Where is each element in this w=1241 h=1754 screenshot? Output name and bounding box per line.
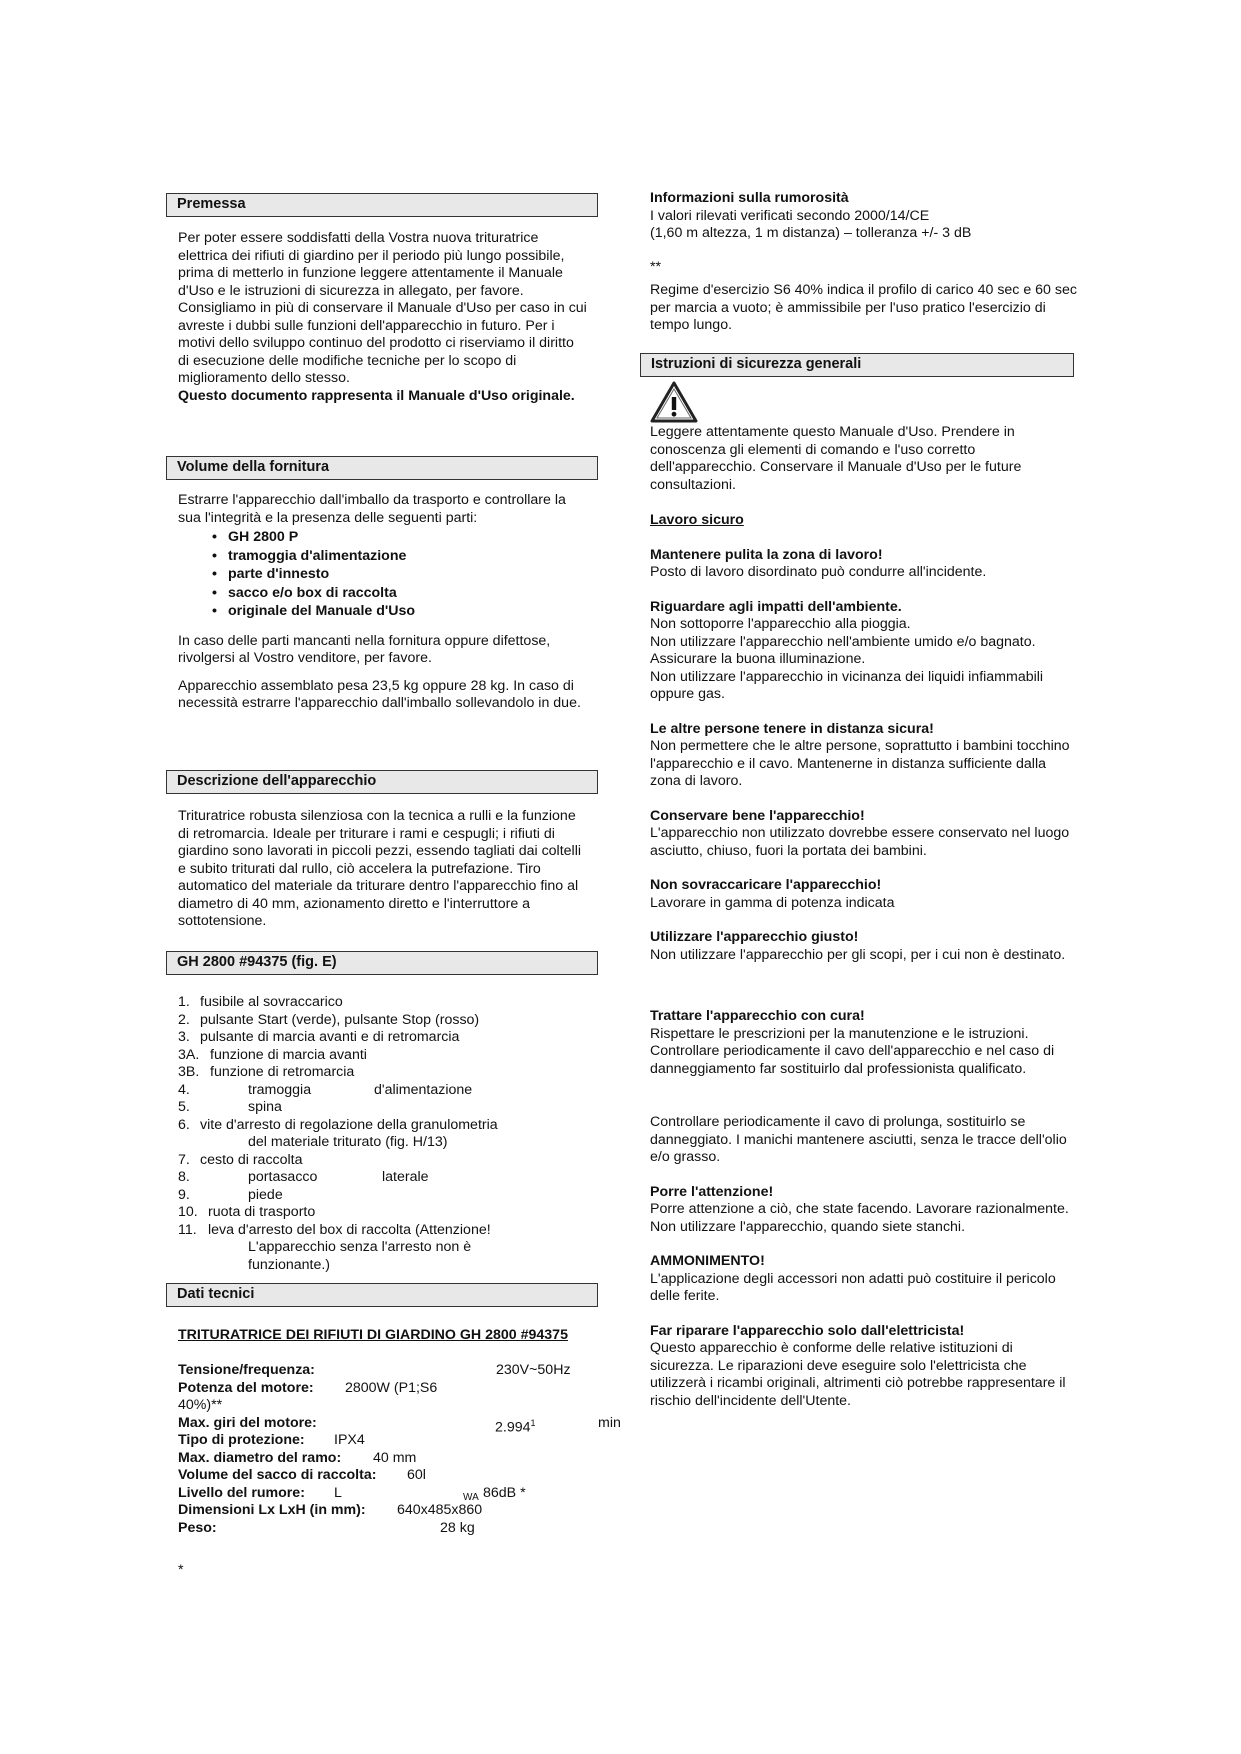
volume-intro: Estrarre l'apparecchio dall'imballo da trasporto e controllare la sua l'integrità e la presenza delle seguenti parti:: [178, 492, 566, 526]
spec-label: Potenza del motore:: [178, 1379, 314, 1396]
item-text: funzione di retromarcia: [210, 1064, 355, 1080]
component-list: [178, 994, 598, 1274]
section-header-istruzioni: [640, 353, 1074, 377]
item-number: 11.: [178, 1221, 197, 1238]
safety-text: Posto di lavoro disordinato può condurre all'incidente.: [650, 564, 987, 580]
item-number: 7.: [178, 1151, 190, 1168]
list-item: [178, 1082, 598, 1100]
spec-value: 40%)**: [178, 1397, 223, 1413]
item-text: pulsante Start (verde), pulsante Stop (rosso): [200, 1011, 480, 1028]
spec-row-ramo: [178, 1450, 648, 1468]
dati-heading: TRITURATRICE DEI RIFIUTI DI GIARDINO GH 2800 #94375: [178, 1327, 568, 1343]
list-item: [178, 1117, 598, 1135]
spec-value-2: 86dB *: [483, 1484, 526, 1501]
list-item: [178, 994, 598, 1012]
spec-value: 40 mm: [373, 1449, 417, 1466]
item-number: 10.: [178, 1204, 198, 1220]
giri-number: 2.994: [495, 1419, 531, 1436]
list-item: • tramoggia d'alimentazione: [228, 548, 588, 566]
footnote-star: *: [178, 1562, 184, 1578]
item-text-2: d'alimentazione: [374, 1081, 473, 1098]
premessa-text: Per poter essere soddisfatti della Vostra nuova trituratrice elettrica dei rifiuti di giardino per il periodo più lungo possibile, prima di metterlo in funzione leggere attentamente il Manuale d'Uso e le istruzioni di sicurezza in allegato, per favore. Consigliamo in più di conservare il Manuale d'Uso per caso in cui avreste i dubbi sulle funzioni dell'apparecchio in futuro. Per i motivi dello sviluppo continuo del prodotto ci riserviamo il diritto di esecuzione delle modifiche tecniche per lo scopo di miglioramento dello stesso.: [178, 230, 587, 386]
safety-heading: Trattare l'apparecchio con cura!: [650, 1008, 865, 1024]
list-item: [178, 1029, 598, 1047]
safety-text: Questo apparecchio è conforme delle relative istituzioni di sicurezza. Le riparazioni deve eseguire solo l'elettricista che utilizzerà i ricambi originali, altrimenti ciò potrebbe rappresentare il rischio dell'incidente dell'Utente.: [650, 1340, 1066, 1409]
safety-heading: Far riparare l'apparecchio solo dall'elettricista!: [650, 1322, 965, 1339]
item-number: 3A.: [178, 1046, 200, 1063]
spec-subscript: WA: [463, 1491, 479, 1503]
spec-value: L: [334, 1484, 342, 1501]
volume-list: [178, 529, 588, 621]
item-text: piede: [248, 1186, 283, 1203]
safety-heading: Conservare bene l'apparecchio!: [650, 807, 865, 824]
safety-heading: Le altre persone tenere in distanza sicura!: [650, 720, 934, 737]
rumorosita-title: Informazioni sulla rumorosità: [650, 190, 849, 206]
safety-text: Controllare periodicamente il cavo di prolunga, sostituirlo se danneggiato. I manichi mantenere asciutti, senza le tracce dell'olio e/o grasso.: [650, 1114, 1067, 1165]
list-item: [178, 1152, 598, 1170]
giri-superscript: 1: [530, 1417, 536, 1428]
list-item: [178, 1012, 598, 1030]
list-item: [178, 1099, 598, 1117]
list-item: [178, 1222, 598, 1240]
safety-text: Non permettere che le altre persone, soprattutto i bambini tocchino l'apparecchio e il cavo. Mantenerne in distanza sufficiente dalla zona di lavoro.: [650, 738, 1070, 789]
list-item: [178, 1064, 598, 1082]
item-number: 2.: [178, 1011, 190, 1028]
safety-text: Non utilizzare l'apparecchio nell'ambiente umido e/o bagnato.: [650, 633, 1036, 650]
spec-label: Dimensioni Lx LxH (in mm):: [178, 1502, 366, 1518]
item-number: 1.: [178, 994, 190, 1010]
rumorosita-line-1: I valori rilevati verificati secondo 2000/14/CE: [650, 207, 930, 224]
list-item-continued: del materiale triturato (fig. H/13): [248, 1134, 448, 1150]
item-text: spina: [248, 1099, 282, 1115]
istruzioni-block: [650, 424, 1080, 1410]
spec-value: 2800W (P1;S6: [345, 1379, 438, 1396]
spec-table: [178, 1362, 648, 1537]
spec-label: Max. diametro del ramo:: [178, 1449, 342, 1466]
list-item: • originale del Manuale d'Uso: [228, 603, 588, 621]
item-text: cesto di raccolta: [200, 1151, 303, 1168]
list-item: [178, 1204, 598, 1222]
item-number: 8.: [178, 1169, 190, 1185]
item-text: ruota di trasporto: [208, 1204, 316, 1220]
spec-row-giri: [178, 1414, 648, 1436]
list-item: [178, 1187, 598, 1205]
section-header-descrizione: [166, 770, 598, 794]
istruzioni-text: Leggere attentamente questo Manuale d'Uso. Prendere in conoscenza gli elementi di comando e l'uso corretto dell'apparecchio. Conservare il Manuale d'Uso per le future consultazioni.: [650, 424, 1022, 493]
item-text: leva d'arresto del box di raccolta (Attenzione!: [208, 1221, 491, 1238]
item-text: pulsante di marcia avanti e di retromarcia: [200, 1029, 460, 1045]
list-item: [178, 1047, 598, 1065]
safety-heading: Mantenere pulita la zona di lavoro!: [650, 546, 883, 563]
list-item-continued: funzionante.): [248, 1256, 331, 1273]
safety-text: Porre attenzione a ciò, che state facendo. Lavorare razionalmente. Non utilizzare l'apparecchio, quando siete stanchi.: [650, 1201, 1069, 1235]
spec-row-protezione: [178, 1432, 648, 1450]
descrizione-text: Trituratrice robusta silenziosa con la tecnica a rulli e la funzione di retromarcia. Ideale per triturare i rami e cespugli; i rifiuti di giardino sono lavorati in piccoli pezzi, essendo tagliati dai coltelli e subito triturati dal rullo, ciò accelera la putrefazione. Tiro automatico del materiale da triturare dentro l'apparecchio fino al diametro di 40 mm, azionamento diretto e l'interruttore a sottotensione.: [178, 808, 581, 929]
item-text: fusibile al sovraccarico: [200, 994, 343, 1010]
safety-text: Lavorare in gamma di potenza indicata: [650, 894, 895, 911]
safety-heading: Porre l'attenzione!: [650, 1183, 774, 1200]
safety-heading: AMMONIMENTO!: [650, 1253, 765, 1269]
rumorosita-line-2: (1,60 m altezza, 1 m distanza) – tolleranza +/- 3 dB: [650, 225, 972, 241]
safety-text: Non utilizzare l'apparecchio in vicinanza dei liquidi infiammabili oppure gas.: [650, 668, 1044, 702]
list-item-continued: L'apparecchio senza l'arresto non è: [248, 1239, 472, 1255]
dati-title: Dati tecnici: [177, 1286, 255, 1302]
safety-text: Non utilizzare l'apparecchio per gli scopi, per i cui non è destinato.: [650, 946, 1066, 963]
spec-row-tensione: [178, 1362, 648, 1380]
item-number: 3.: [178, 1029, 190, 1045]
istruzioni-title: Istruzioni di sicurezza generali: [651, 356, 862, 372]
safety-text: Controllare periodicamente il cavo dell'apparecchio e nel caso di danneggiamento far sostituirlo dal professionista qualificato.: [650, 1043, 1055, 1077]
lavoro-sicuro-heading: Lavoro sicuro: [650, 512, 744, 528]
spec-row-dimensioni: [178, 1502, 648, 1520]
spec-value: 640x485x860: [397, 1502, 483, 1518]
warning-triangle-icon: [650, 380, 698, 430]
gh-title: GH 2800 #94375 (fig. E): [177, 954, 337, 970]
rumorosita-stars: **: [650, 258, 662, 275]
safety-heading: Non sovraccaricare l'apparecchio!: [650, 877, 882, 893]
spec-label: Peso:: [178, 1519, 217, 1536]
safety-text: Assicurare la buona illuminazione.: [650, 651, 866, 667]
premessa-bold-note: Questo documento rappresenta il Manuale d'Uso originale.: [178, 387, 575, 404]
descrizione-title: Descrizione dell'apparecchio: [177, 773, 377, 789]
spec-label: Tipo di protezione:: [178, 1432, 305, 1448]
spec-row-sacco: [178, 1467, 648, 1485]
safety-text: L'applicazione degli accessori non adatti può costituire il pericolo delle ferite.: [650, 1270, 1056, 1304]
item-text: funzione di marcia avanti: [210, 1046, 367, 1063]
rumorosita-block: [650, 190, 1080, 335]
item-text: tramoggia: [248, 1081, 312, 1098]
item-number: 9.: [178, 1186, 190, 1203]
item-text: vite d'arresto di regolazione della granulometria: [200, 1116, 498, 1133]
safety-heading: Utilizzare l'apparecchio giusto!: [650, 929, 859, 945]
spec-row-potenza-cont: [178, 1397, 648, 1415]
list-item: • parte d'innesto: [228, 566, 588, 584]
spec-value: IPX4: [334, 1432, 365, 1448]
spec-value: 230V~50Hz: [496, 1362, 571, 1378]
list-item: • sacco e/o box di raccolta: [228, 585, 588, 603]
spec-row-rumore: [178, 1485, 648, 1503]
safety-text: Rispettare le prescrizioni per la manutenzione e le istruzioni.: [650, 1025, 1029, 1042]
volume-body: [178, 492, 588, 713]
section-header-premessa: [166, 193, 598, 217]
list-item: [178, 1169, 598, 1187]
safety-heading: Riguardare agli impatti dell'ambiente.: [650, 598, 902, 615]
spec-label: Volume del sacco di raccolta:: [178, 1467, 377, 1483]
item-text-2: laterale: [382, 1169, 429, 1185]
item-text: portasacco: [248, 1169, 318, 1185]
premessa-body: [178, 230, 588, 405]
item-number: 4.: [178, 1081, 190, 1098]
spec-value: 60l: [407, 1467, 426, 1483]
item-number: 6.: [178, 1116, 190, 1133]
spec-label: Livello del rumore:: [178, 1484, 305, 1501]
safety-text: L'apparecchio non utilizzato dovrebbe essere conservato nel luogo asciutto, chiuso, fuori la portata dei bambini.: [650, 825, 1070, 859]
volume-title: Volume della fornitura: [177, 459, 330, 475]
section-header-dati: [166, 1283, 598, 1307]
rumorosita-regime: Regime d'esercizio S6 40% indica il profilo di carico 40 sec e 60 sec per marcia a vuoto; è ammissibile per l'uso pratico l'esercizio di tempo lungo.: [650, 282, 1077, 333]
spec-label: Max. giri del motore:: [178, 1414, 317, 1431]
premessa-title: Premessa: [177, 196, 246, 212]
spec-value: 28 kg: [440, 1519, 475, 1536]
safety-text: Non sottoporre l'apparecchio alla pioggia.: [650, 616, 911, 632]
item-number: 5.: [178, 1099, 190, 1115]
spec-row-peso: [178, 1520, 648, 1538]
spec-row-potenza: [178, 1380, 648, 1398]
volume-missing-parts: In caso delle parti mancanti nella fornitura oppure difettose, rivolgersi al Vostro venditore, per favore.: [178, 632, 551, 666]
spec-label: Tensione/frequenza:: [178, 1362, 315, 1378]
spec-unit: min: [598, 1414, 621, 1431]
list-item: • GH 2800 P: [228, 529, 588, 547]
section-header-volume: [166, 456, 598, 480]
item-number: 3B.: [178, 1064, 200, 1080]
section-header-gh2800: [166, 951, 598, 975]
volume-weight: Apparecchio assemblato pesa 23,5 kg oppure 28 kg. In caso di necessità estrarre l'apparecchio dall'imballo sollevandolo in due.: [178, 677, 581, 711]
